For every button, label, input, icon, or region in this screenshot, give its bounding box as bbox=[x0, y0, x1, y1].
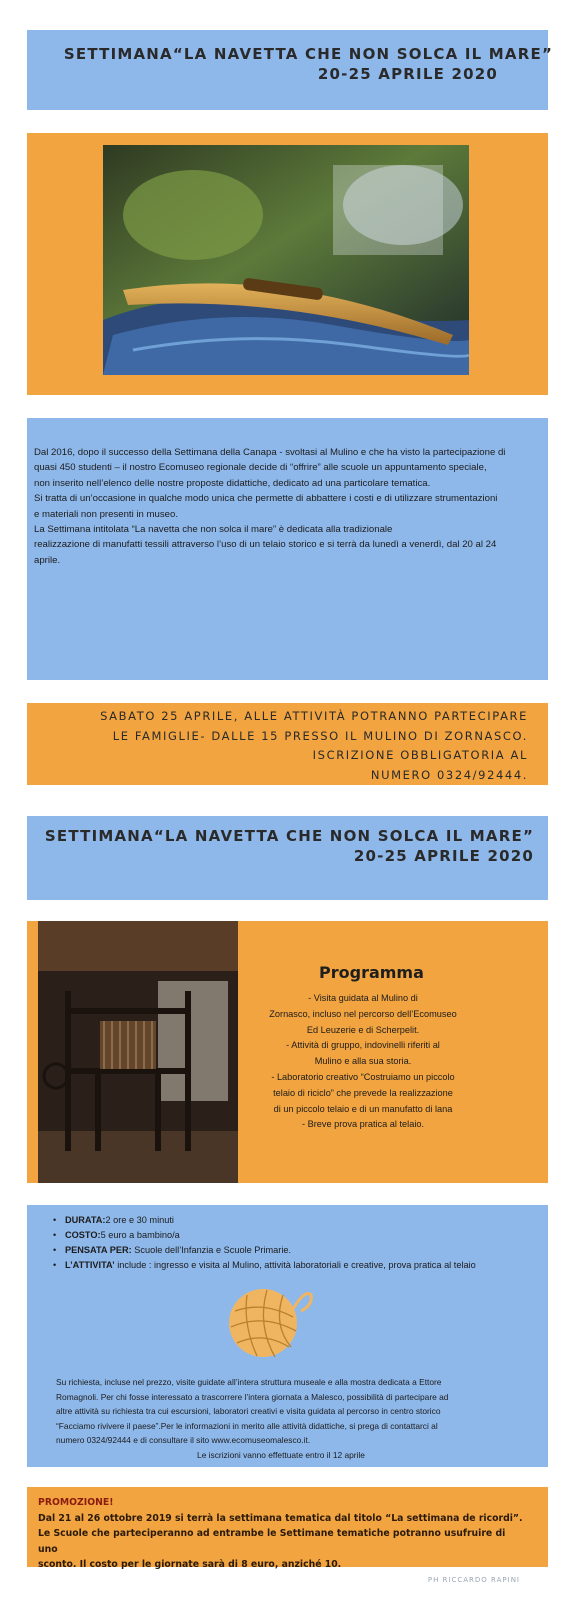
intro-line: quasi 450 studenti – il nostro Ecomuseo regionale decide di “offrire” alle scuole un appuntamento speciale, bbox=[34, 462, 487, 474]
programma-line: Mulino e alla sua storia. bbox=[314, 1056, 412, 1067]
programma-line: Ed Leuzerie e di Scherpelit. bbox=[306, 1024, 420, 1035]
title-main: SETTIMANA“LA NAVETTA CHE NON SOLCA IL MARE” bbox=[63, 45, 553, 63]
intro-line: Si tratta di un’occasione in qualche modo unica che permette di abbattere i costi e di utilizzare strumentazioni bbox=[34, 493, 498, 505]
intro-text bbox=[34, 445, 536, 568]
programma-line: di un piccolo telaio e di un manufatto di lana bbox=[273, 1103, 453, 1114]
info-list bbox=[53, 1213, 543, 1273]
details-line: “Facciamo rivivere il paese”.Per le informazioni in merito alle attività didattiche, si prega di contattarci al bbox=[56, 1420, 438, 1431]
promo-line: Le Scuole che parteciperanno ad entrambe le Settimane tematiche potranno usufruire di uno bbox=[38, 1528, 506, 1555]
programma-line: telaio di riciclo” che prevede la realizzazione bbox=[273, 1087, 453, 1098]
programma-line: - Visita guidata al Mulino di bbox=[308, 993, 418, 1003]
section-title bbox=[45, 826, 534, 866]
details-line: altre attività su richiesta tra cui escursioni, laboratori creativi e visita guidata al percorso in centro storico bbox=[56, 1406, 441, 1416]
header-banner-2 bbox=[27, 816, 548, 900]
title-dates: 20-25 APRILE 2020 bbox=[317, 65, 498, 83]
promo-text bbox=[38, 1495, 528, 1573]
header-banner-1 bbox=[27, 30, 553, 110]
photo-credit: PH RICCARDO RAPINI bbox=[427, 1576, 520, 1584]
saturday-line: NUMERO 0324/92444. bbox=[370, 767, 528, 782]
list-item: • PENSATA PER: Scuole dell’Infanzia e Scuole Primarie. bbox=[53, 1243, 543, 1258]
promo-heading: PROMOZIONE! bbox=[38, 1497, 114, 1508]
loom-photo bbox=[38, 921, 238, 1183]
deadline-note: Le iscrizioni vanno effettuate entro il 12 aprile bbox=[197, 1449, 365, 1460]
saturday-line: SABATO 25 APRILE, ALLE ATTIVITÀ POTRANNO PARTECIPARE bbox=[100, 709, 528, 723]
info-panel bbox=[27, 1205, 548, 1467]
saturday-text bbox=[88, 707, 528, 785]
list-item: • COSTO:5 euro a bambino/a bbox=[53, 1228, 543, 1243]
promo-line: sconto. Il costo per le giornate sarà di 8 euro, anziché 10. bbox=[38, 1559, 342, 1570]
list-item: • L’ATTIVITA’ include : ingresso e visita al Mulino, attività laboratoriali e creative, prova pratica al telaio bbox=[53, 1258, 543, 1273]
promo-line: Dal 21 al 26 ottobre 2019 si terrà la settimana tematica dal titolo “La settimana de ricordi”. bbox=[38, 1512, 523, 1524]
details-text bbox=[56, 1375, 506, 1462]
page-title bbox=[53, 44, 553, 84]
photo-panel bbox=[27, 133, 548, 395]
programma-line: Zornasco, incluso nel percorso dell’Ecomuseo bbox=[269, 1008, 457, 1019]
intro-line: La Settimana intitolata “La navetta che non solca il mare” è dedicata alla tradizionale bbox=[34, 524, 393, 536]
details-line: numero 0324/92444 e di consultare il sito www.ecomuseomalesco.it. bbox=[56, 1435, 311, 1445]
saturday-banner bbox=[27, 703, 548, 785]
saturday-line: LE FAMIGLIE- DALLE 15 PRESSO IL MULINO DI ZORNASCO. bbox=[112, 728, 528, 743]
intro-line: realizzazione di manufatti tessili attraverso l’uso di un telaio storico e si terrà da lunedì a venerdì, dal 20 al 24 bbox=[34, 539, 497, 551]
details-line: Romagnoli. Per chi fosse interessato a trascorrere l’intera giornata a Malesco, possibilità di partecipare ad bbox=[56, 1391, 449, 1402]
list-item: • DURATA:2 ore e 30 minuti bbox=[53, 1213, 543, 1228]
intro-line: non inserito nell’elenco delle nostre proposte didattiche, dedicato ad una particolare tematica. bbox=[34, 477, 431, 489]
title-dates: 20-25 APRILE 2020 bbox=[353, 847, 534, 865]
shuttle-photo bbox=[103, 145, 469, 375]
intro-panel bbox=[27, 418, 548, 680]
programma-line: - Breve prova pratica al telaio. bbox=[301, 1119, 425, 1130]
programma-line: - Laboratorio creativo “Costruiamo un piccolo bbox=[271, 1071, 455, 1082]
intro-line: e materiali non presenti in museo. bbox=[34, 508, 178, 520]
programma-panel bbox=[27, 921, 548, 1183]
programma-line: - Attività di gruppo, indovinelli riferiti al bbox=[286, 1040, 440, 1051]
intro-line: aprile. bbox=[34, 554, 61, 566]
yarn-ball-icon bbox=[223, 1281, 313, 1361]
programma-title: Programma bbox=[319, 963, 424, 982]
details-line: Su richiesta, incluse nel prezzo, visite guidate all’intera struttura museale e alla mostra dedicata a Ettore bbox=[56, 1377, 442, 1387]
saturday-line: ISCRIZIONE OBBLIGATORIA AL bbox=[312, 748, 528, 762]
title-main: SETTIMANA“LA NAVETTA CHE NON SOLCA IL MARE” bbox=[44, 827, 534, 845]
promo-panel bbox=[27, 1487, 548, 1570]
intro-line: Dal 2016, dopo il successo della Settimana della Canapa - svoltasi al Mulino e che ha visto la partecipazione di bbox=[34, 447, 506, 458]
programma-list bbox=[247, 991, 479, 1133]
